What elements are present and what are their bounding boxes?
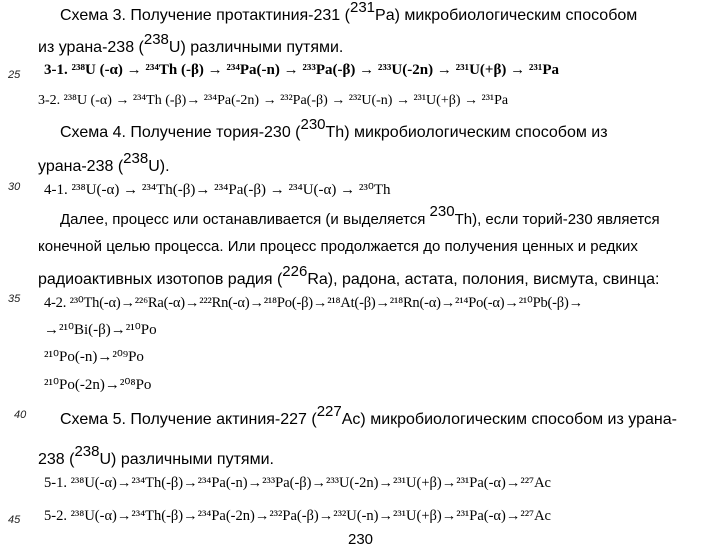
line-number: 40 (14, 409, 27, 421)
scheme-5-title: Схема 5. Получение актиния-227 ($^{227}$Ac) микробиологическим способом из урана- (60, 403, 677, 428)
equation-3-2: 3-2. ²³⁸U (-α) → ²³⁴Th (-β)→ ²³⁴Pa(-2n) → ²³²Pa(-β) → ²³²U(-n) → ²³¹U(+β) → ²³¹Pa (38, 93, 509, 108)
scheme-3-title-line2: из урана-238 ($^{238}$U) различными путями. (38, 31, 344, 56)
paragraph-line-2: конечной целью процесса. Или процесс продолжается до получения ценных и редких (38, 238, 638, 255)
line-number: 45 (8, 514, 21, 526)
equation-4-2-continuation: →²¹⁰Bi(-β)→²¹⁰Po (44, 322, 157, 338)
scheme-4-title-line2: урана-238 ($^{238}$U). (38, 150, 170, 175)
line-number: 35 (8, 293, 21, 305)
scheme-4-title: Схема 4. Получение тория-230 ($^{230}$Th) микробиологическим способом из (60, 116, 608, 141)
equation-4-4: ²¹⁰Po(-2n)→²⁰⁸Po (44, 377, 152, 393)
equation-5-1: 5-1. ²³⁸U(-α)→²³⁴Th(-β)→²³⁴Pa(-n)→²³³Pa(-β)→²³³U(-2n)→²³¹U(+β)→²³¹Pa(-α)→²²⁷Ac (44, 475, 551, 491)
equation-4-2: 4-2. ²³⁰Th(-α)→²²⁶Ra(-α)→²²²Rn(-α)→²¹⁸Po(-β)→²¹⁸At(-β)→²¹⁸Rn(-α)→²¹⁴Po(-α)→²¹⁰Pb(-β)→ (44, 295, 583, 311)
paragraph-line-3: радиоактивных изотопов радия ($^{226}$Ra), радона, астата, полония, висмута, свинца: (38, 263, 660, 288)
scheme-5-title-line2: 238 ($^{238}$U) различными путями. (38, 443, 274, 468)
equation-3-1: 3-1. ²³⁸U (-α) → ²³⁴Th (-β) → ²³⁴Pa(-n) → ²³³Pa(-β) → ²³³U(-2n) → ²³¹U(+β) → ²³¹Pa (44, 62, 559, 78)
cut-off-superscript: 230 (348, 531, 374, 548)
equation-4-1: 4-1. ²³⁸U(-α) → ²³⁴Th(-β)→ ²³⁴Pa(-β) → ²³⁴U(-α) → ²³⁰Th (44, 182, 391, 198)
line-number: 25 (8, 69, 21, 81)
line-number: 30 (8, 181, 21, 193)
paragraph-line-1: Далее, процесс или останавливается (и выделяется $^{230}$Th), если торий-230 является (60, 203, 660, 228)
equation-5-2: 5-2. ²³⁸U(-α)→²³⁴Th(-β)→²³⁴Pa(-2n)→²³²Pa(-β)→²³²U(-n)→²³¹U(+β)→²³¹Pa(-α)→²²⁷Ac (44, 508, 551, 524)
equation-4-3: ²¹⁰Po(-n)→²⁰⁹Po (44, 349, 144, 365)
scheme-3-title: Схема 3. Получение протактиния-231 ($^{231}$Pa) микробиологическим способом (60, 0, 638, 24)
